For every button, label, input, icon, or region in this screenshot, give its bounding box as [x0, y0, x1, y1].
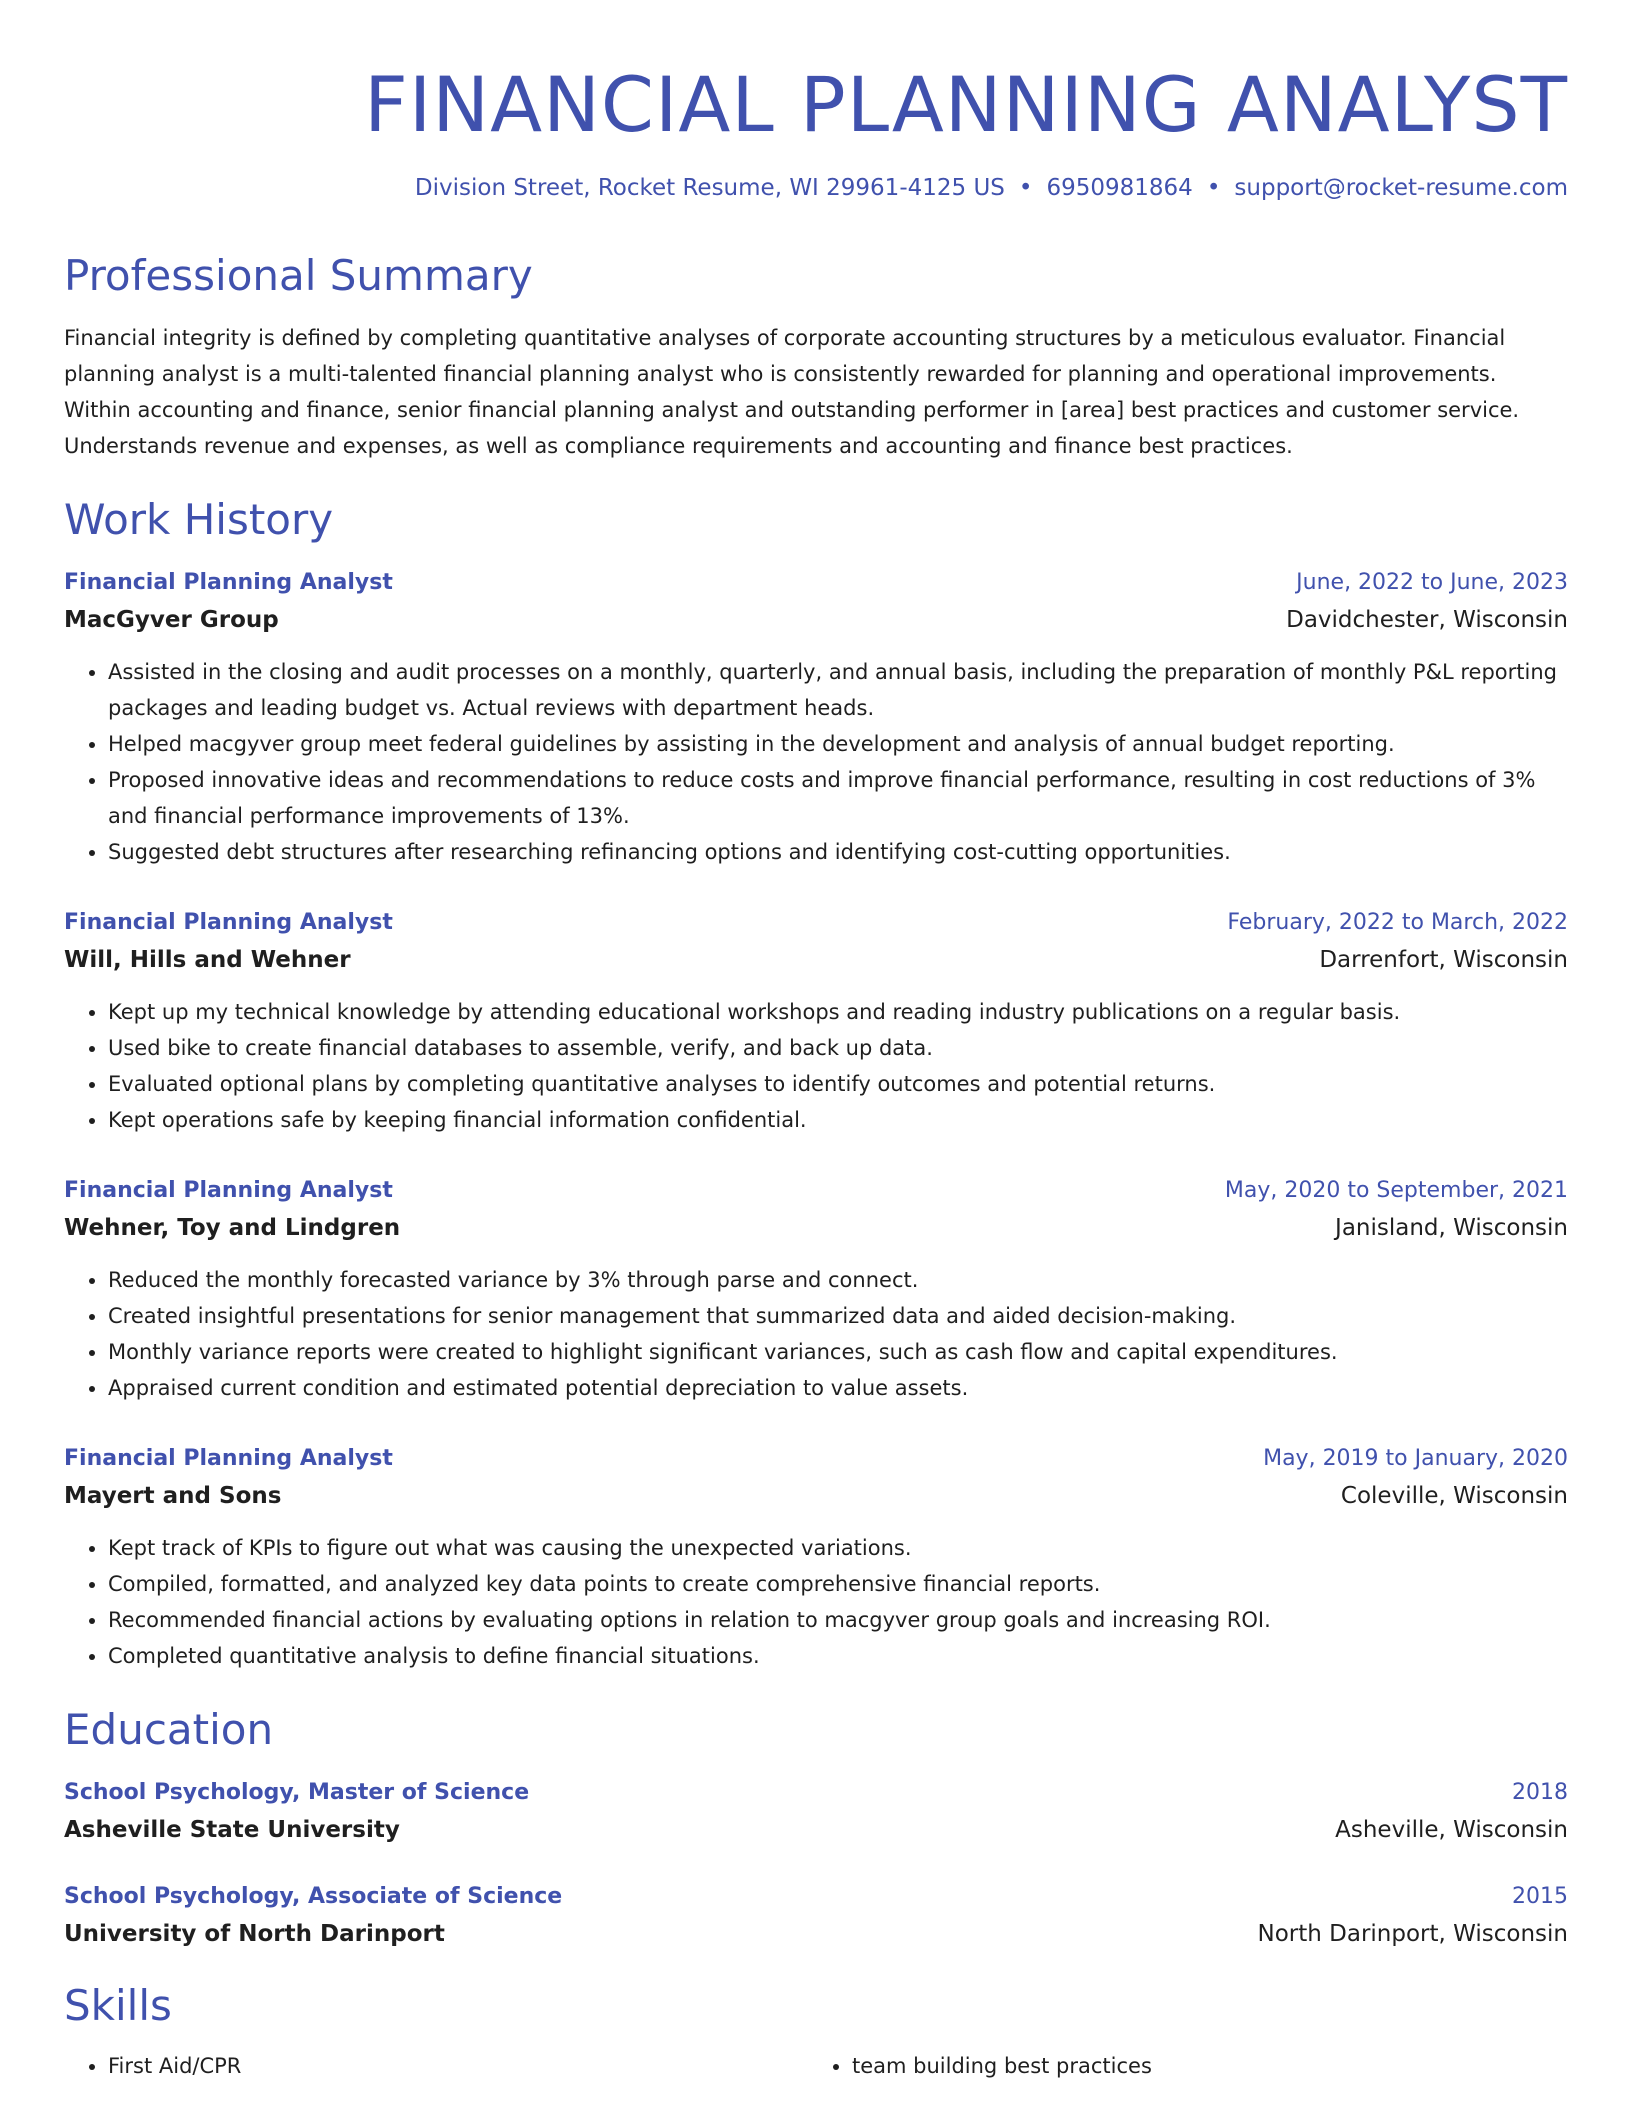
company-name: Will, Hills and Wehner — [64, 947, 351, 973]
summary-text: Financial integrity is defined by completing quantitative analyses of corporate accounting structures by a meticulous evaluator. Financial planning analyst is a multi-talented financial planning analyst who is consistently rewarded for planning and operational improvements. Within accounting and finance, senior financial planning analyst and outstanding performer in [area] best practices and customer service. Understands revenue and expenses, as well as compliance requirements and accounting and finance best practices. — [64, 326, 1520, 458]
job-title: Financial Planning Analyst — [64, 570, 393, 595]
skills-column-left — [64, 2048, 808, 2084]
job-dates: February, 2022 to March, 2022 — [1227, 910, 1568, 935]
job-location: Davidchester, Wisconsin — [1286, 607, 1568, 633]
job-bullet-list — [64, 654, 1568, 870]
job-title: Financial Planning Analyst — [64, 1446, 393, 1471]
resume-page — [64, 0, 1568, 2084]
section-heading-work-history: Work History — [64, 495, 334, 544]
job-entry — [64, 1442, 1568, 1674]
job-bullet: • Monthly variance reports were created to highlight significant variances, such as cash flow and capital expenditures. — [108, 1334, 1568, 1370]
education-entry — [64, 1776, 1568, 1850]
skills-list — [64, 2048, 1568, 2084]
phone-text: 6950981864 — [1046, 175, 1193, 201]
company-name: Mayert and Sons — [64, 1483, 282, 1509]
job-title: Financial Planning Analyst — [64, 910, 393, 935]
job-bullet: • Created insightful presentations for senior management that summarized data and aided decision-making. — [108, 1298, 1568, 1334]
address-text: Division Street, Rocket Resume, WI 29961-4125 US — [414, 175, 1005, 201]
email-link[interactable]: support@rocket-resume.com — [1234, 175, 1568, 201]
job-bullet: • Kept operations safe by keeping financial information confidential. — [108, 1102, 1568, 1138]
degree-title: School Psychology, Master of Science — [64, 1780, 530, 1805]
job-bullet: • Compiled, formatted, and analyzed key data points to create comprehensive financial reports. — [108, 1566, 1568, 1602]
job-bullet: • Recommended financial actions by evaluating options in relation to macgyver group goals and increasing ROI. — [108, 1602, 1568, 1638]
job-bullet: • Appraised current condition and estimated potential depreciation to value assets. — [108, 1370, 1568, 1406]
job-location: Darrenfort, Wisconsin — [1319, 947, 1568, 973]
job-bullet-list — [64, 1262, 1568, 1406]
job-bullet: • Used bike to create financial databases to assemble, verify, and back up data. — [108, 1030, 1568, 1066]
job-bullet: • Helped macgyver group meet federal guidelines by assisting in the development and analysis of annual budget reporting. — [108, 726, 1568, 762]
company-name: MacGyver Group — [64, 607, 279, 633]
job-location: Coleville, Wisconsin — [1340, 1483, 1568, 1509]
job-dates: May, 2020 to September, 2021 — [1224, 1178, 1568, 1203]
job-bullet: • Completed quantitative analysis to define financial situations. — [108, 1638, 1568, 1674]
section-heading-skills: Skills — [64, 1981, 172, 2030]
job-bullet: • Assisted in the closing and audit processes on a monthly, quarterly, and annual basis, including the preparation of monthly P&L reporting packages and leading budget vs. Actual reviews with department heads. — [108, 654, 1568, 726]
job-entry — [64, 906, 1568, 1138]
school-location: North Darinport, Wisconsin — [1257, 1921, 1568, 1947]
graduation-year: 2018 — [1512, 1780, 1568, 1805]
skills-column-right — [808, 2048, 1552, 2084]
degree-title: School Psychology, Associate of Science — [64, 1884, 563, 1909]
company-name: Wehner, Toy and Lindgren — [64, 1215, 401, 1241]
resume-title: FINANCIAL PLANNING ANALYST — [364, 60, 1568, 149]
job-bullet: • Suggested debt structures after researching refinancing options and identifying cost-cutting opportunities. — [108, 834, 1568, 870]
job-bullet-list — [64, 1530, 1568, 1674]
job-bullet: • Evaluated optional plans by completing quantitative analyses to identify outcomes and potential returns. — [108, 1066, 1568, 1102]
school-location: Asheville, Wisconsin — [1335, 1817, 1568, 1843]
job-dates: May, 2019 to January, 2020 — [1263, 1446, 1568, 1471]
graduation-year: 2015 — [1512, 1884, 1568, 1909]
job-entry — [64, 566, 1568, 870]
education-entry — [64, 1880, 1568, 1954]
job-bullet: • Kept up my technical knowledge by attending educational workshops and reading industry publications on a regular basis. — [108, 994, 1568, 1030]
job-bullet: • Proposed innovative ideas and recommendations to reduce costs and improve financial performance, resulting in cost reductions of 3% and financial performance improvements of 13%. — [108, 762, 1568, 834]
section-heading-summary: Professional Summary — [64, 251, 533, 300]
school-name: Asheville State University — [64, 1817, 400, 1843]
job-bullet-list — [64, 994, 1568, 1138]
section-heading-education: Education — [64, 1705, 274, 1754]
separator-dot: • — [1018, 175, 1033, 201]
job-entry — [64, 1174, 1568, 1406]
job-bullet: • Reduced the monthly forecasted variance by 3% through parse and connect. — [108, 1262, 1568, 1298]
job-bullet: • Kept track of KPIs to figure out what was causing the unexpected variations. — [108, 1530, 1568, 1566]
contact-line — [64, 172, 1568, 204]
skill-item: • team building best practices — [852, 2048, 1552, 2084]
school-name: University of North Darinport — [64, 1921, 445, 1947]
separator-dot: • — [1206, 175, 1221, 201]
job-dates: June, 2022 to June, 2023 — [1296, 570, 1568, 595]
job-location: Janisland, Wisconsin — [1335, 1215, 1568, 1241]
job-title: Financial Planning Analyst — [64, 1178, 393, 1203]
skill-item: • First Aid/CPR — [108, 2048, 808, 2084]
